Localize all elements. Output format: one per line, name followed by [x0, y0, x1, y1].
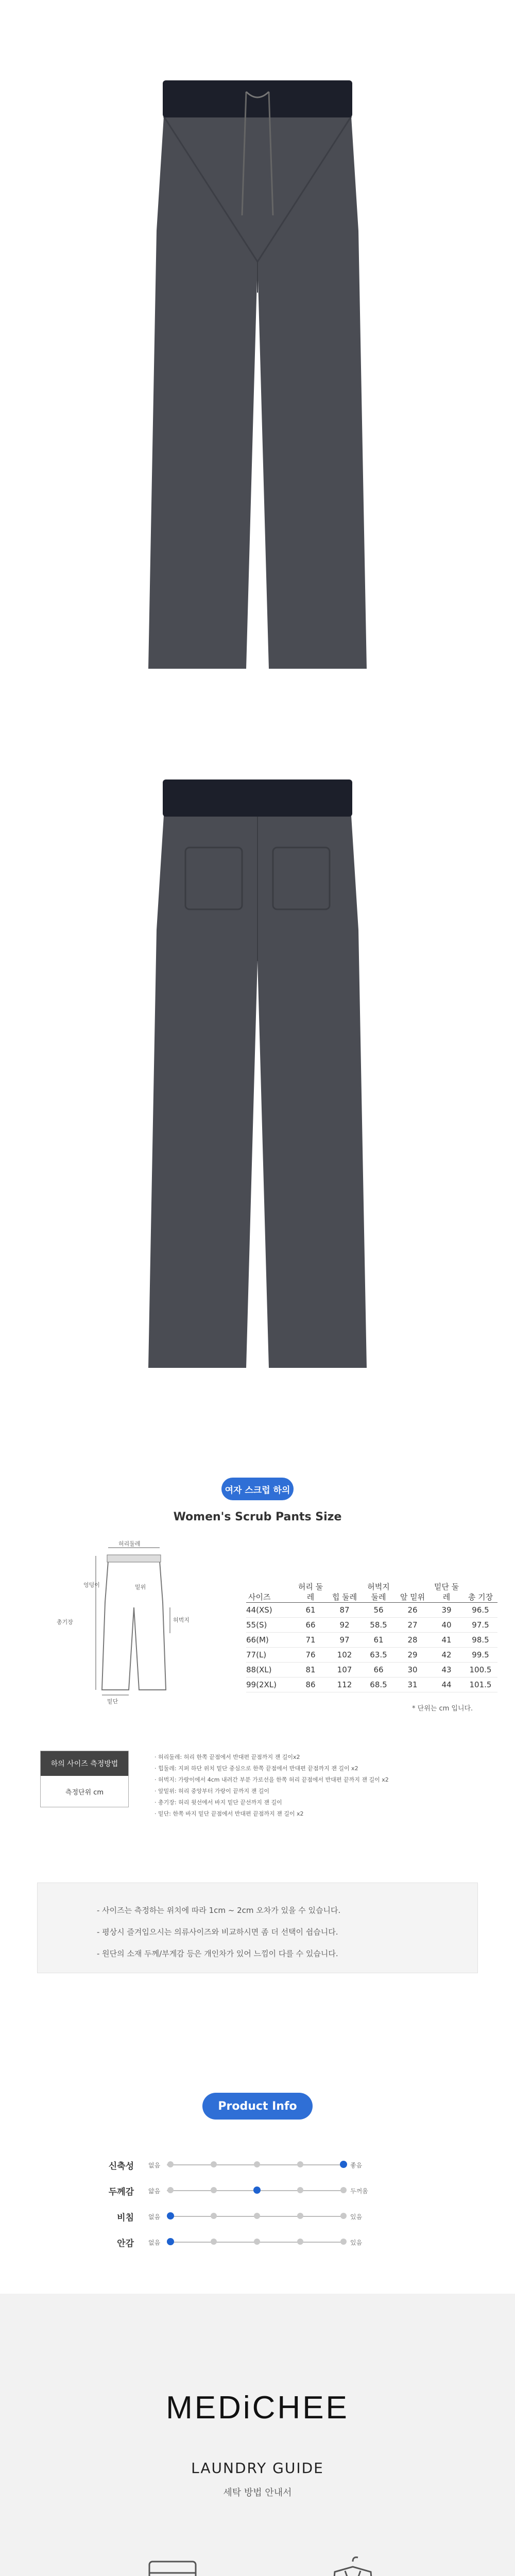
- table-row: [246, 1677, 497, 1692]
- size-diagram: [46, 1540, 216, 1705]
- list-item: · 총기장: 허리 윗선에서 바지 밑단 끝선까지 잰 길이: [154, 1799, 282, 1806]
- brand-logo: MEDiCHEE: [166, 2390, 349, 2426]
- product-info-high: 있음: [350, 2213, 363, 2221]
- list-item: · 앞밑위: 허리 중앙부터 가랑이 끝까지 잰 길이: [154, 1788, 269, 1794]
- suit-hanger-icon: [314, 2551, 391, 2576]
- rise-label: 밑위: [135, 1584, 146, 1590]
- table-cell: 40: [430, 1617, 464, 1632]
- table-cell: 102: [328, 1647, 362, 1662]
- product-info-dot: [340, 2239, 347, 2245]
- table-cell: 66: [294, 1617, 328, 1632]
- product-info-dot: [211, 2161, 217, 2167]
- product-info-dot: [211, 2187, 217, 2193]
- list-item: · 밑단: 한쪽 바지 밑단 끝점에서 반대편 끝점까지 잰 길이 x2: [154, 1810, 304, 1817]
- table-cell: 55(S): [246, 1617, 294, 1632]
- product-info-row: [0, 2232, 515, 2255]
- table-cell: 26: [396, 1602, 430, 1617]
- product-info-dot: [254, 2161, 260, 2167]
- table-row: [246, 1602, 497, 1617]
- product-info-dot: [297, 2239, 303, 2245]
- product-info-dot: [297, 2213, 303, 2219]
- size-col-header: 사이즈: [246, 1572, 294, 1602]
- table-cell: 97: [328, 1632, 362, 1647]
- table-cell: 39: [430, 1602, 464, 1617]
- hem-col-header: 밑단 둘레: [430, 1572, 464, 1602]
- product-info-row: [0, 2180, 515, 2203]
- table-cell: 66(M): [246, 1632, 294, 1647]
- table-cell: 27: [396, 1617, 430, 1632]
- measure-method-title: 하의 사이즈 측정방법: [41, 1751, 128, 1776]
- table-cell: 63.5: [362, 1647, 396, 1662]
- product-info-low: 없음: [148, 2162, 161, 2169]
- product-info-dot: [167, 2161, 174, 2167]
- table-row: [246, 1617, 497, 1632]
- note-item: - 원단의 소재 두께/부게감 등은 개인차가 있어 느낌이 다를 수 있습니다.: [97, 1949, 338, 1958]
- product-info-low: 얇음: [148, 2188, 161, 2195]
- thigh-col-header: 허벅지 둘레: [362, 1572, 396, 1602]
- list-item: · 힙둘레: 지퍼 하단 위치 밑단 중심으로 한쪽 끝점에서 반대편 끝점까지 잰 길이 x2: [154, 1765, 358, 1772]
- table-cell: 97.5: [464, 1617, 497, 1632]
- size-title-pill: 여자 스크럽 하의: [221, 1478, 294, 1500]
- table-cell: 42: [430, 1647, 464, 1662]
- table-cell: 71: [294, 1632, 328, 1647]
- waist-label: 허리둘레: [118, 1540, 141, 1547]
- laundry-title: LAUNDRY GUIDE: [191, 2460, 324, 2477]
- table-cell: 29: [396, 1647, 430, 1662]
- product-info-high: 두꺼움: [350, 2188, 368, 2195]
- table-cell: 31: [396, 1677, 430, 1692]
- table-cell: 61: [362, 1632, 396, 1647]
- unit-note: * 단위는 cm 입니다.: [412, 1705, 473, 1713]
- washing-machine-icon: [134, 2551, 211, 2576]
- product-info-dot: [254, 2213, 260, 2219]
- product-info-low: 없음: [148, 2239, 161, 2246]
- laundry-guide-section: [0, 2294, 515, 2576]
- product-info-label: 두께감: [108, 2187, 134, 2197]
- length-col-header: 총 기장: [464, 1572, 497, 1602]
- product-info-selected-dot: [167, 2212, 174, 2219]
- table-cell: 44(XS): [246, 1602, 294, 1617]
- measure-unit: 측정단위 cm: [65, 1788, 104, 1797]
- product-info-dot: [254, 2239, 260, 2245]
- note-item: - 평상시 즐겨입으시는 의류사이즈와 비교하시면 좀 더 선택이 쉽습니다.: [97, 1927, 338, 1937]
- product-info-selected-dot: [340, 2161, 347, 2168]
- total-length-label: 총기장: [57, 1619, 73, 1625]
- measure-method-box: [40, 1751, 129, 1807]
- table-cell: 98.5: [464, 1632, 497, 1647]
- product-info-dot: [211, 2213, 217, 2219]
- table-cell: 99.5: [464, 1647, 497, 1662]
- table-cell: 112: [328, 1677, 362, 1692]
- table-cell: 41: [430, 1632, 464, 1647]
- table-cell: 96.5: [464, 1602, 497, 1617]
- table-cell: 76: [294, 1647, 328, 1662]
- table-cell: 61: [294, 1602, 328, 1617]
- table-row: [246, 1647, 497, 1662]
- table-cell: 58.5: [362, 1617, 396, 1632]
- hip-label: 엉덩이: [83, 1582, 100, 1588]
- table-cell: 77(L): [246, 1647, 294, 1662]
- product-info-title: Product Info: [202, 2093, 313, 2120]
- product-info-dot: [297, 2187, 303, 2193]
- waist-col-header: 허리 둘레: [294, 1572, 328, 1602]
- measure-method-list: [154, 1752, 484, 1820]
- product-info-row: [0, 2206, 515, 2229]
- laundry-subtitle: 세탁 방법 안내서: [223, 2487, 292, 2498]
- product-info-dot: [297, 2161, 303, 2167]
- table-cell: 44: [430, 1677, 464, 1692]
- product-info-label: 신축성: [108, 2161, 134, 2172]
- list-item: · 허리둘레: 허리 한쪽 끝점에서 반대편 끝점까지 잰 길이x2: [154, 1754, 300, 1760]
- list-item: · 허벅지: 가랑이에서 4cm 내려간 부분 가로선을 한쪽 허리 끝점에서 반대편 끝까지 잰 길이 x2: [154, 1776, 389, 1783]
- rise-col-header: 앞 밑위: [396, 1572, 430, 1602]
- table-cell: 30: [396, 1662, 430, 1677]
- table-cell: 99(2XL): [246, 1677, 294, 1692]
- product-info-label: 비침: [117, 2213, 134, 2223]
- size-table: [246, 1572, 497, 1692]
- table-cell: 88(XL): [246, 1662, 294, 1677]
- table-row: [246, 1662, 497, 1677]
- product-info-dot: [211, 2239, 217, 2245]
- hip-col-header: 힙 둘레: [328, 1572, 362, 1602]
- table-cell: 43: [430, 1662, 464, 1677]
- table-row: [246, 1632, 497, 1647]
- table-cell: 68.5: [362, 1677, 396, 1692]
- table-cell: 56: [362, 1602, 396, 1617]
- table-cell: 92: [328, 1617, 362, 1632]
- size-table-header: [246, 1572, 497, 1602]
- product-info-dot: [167, 2187, 174, 2193]
- product-info-dot: [340, 2187, 347, 2193]
- table-cell: 107: [328, 1662, 362, 1677]
- pants-front-image: [134, 76, 381, 674]
- table-cell: 101.5: [464, 1677, 497, 1692]
- size-subtitle: Women's Scrub Pants Size: [173, 1511, 342, 1523]
- product-info-high: 있음: [350, 2239, 363, 2246]
- table-cell: 28: [396, 1632, 430, 1647]
- table-cell: 87: [328, 1602, 362, 1617]
- table-cell: 100.5: [464, 1662, 497, 1677]
- product-info-selected-dot: [167, 2238, 174, 2245]
- thigh-label: 허벅지: [173, 1617, 190, 1623]
- product-info-row: [0, 2155, 515, 2177]
- table-cell: 81: [294, 1662, 328, 1677]
- table-cell: 86: [294, 1677, 328, 1692]
- pants-back-image: [134, 775, 381, 1373]
- note-item: - 사이즈는 측정하는 위치에 따라 1cm ~ 2cm 오차가 있을 수 있습니다.: [97, 1906, 341, 1915]
- hem-label: 밑단: [107, 1698, 118, 1705]
- size-notes-box: [37, 1883, 478, 1973]
- product-info-high: 좋음: [350, 2162, 363, 2169]
- product-info-label: 안감: [117, 2239, 134, 2249]
- product-info-dot: [340, 2213, 347, 2219]
- product-info-low: 없음: [148, 2213, 161, 2221]
- table-cell: 66: [362, 1662, 396, 1677]
- product-info-selected-dot: [253, 2187, 261, 2194]
